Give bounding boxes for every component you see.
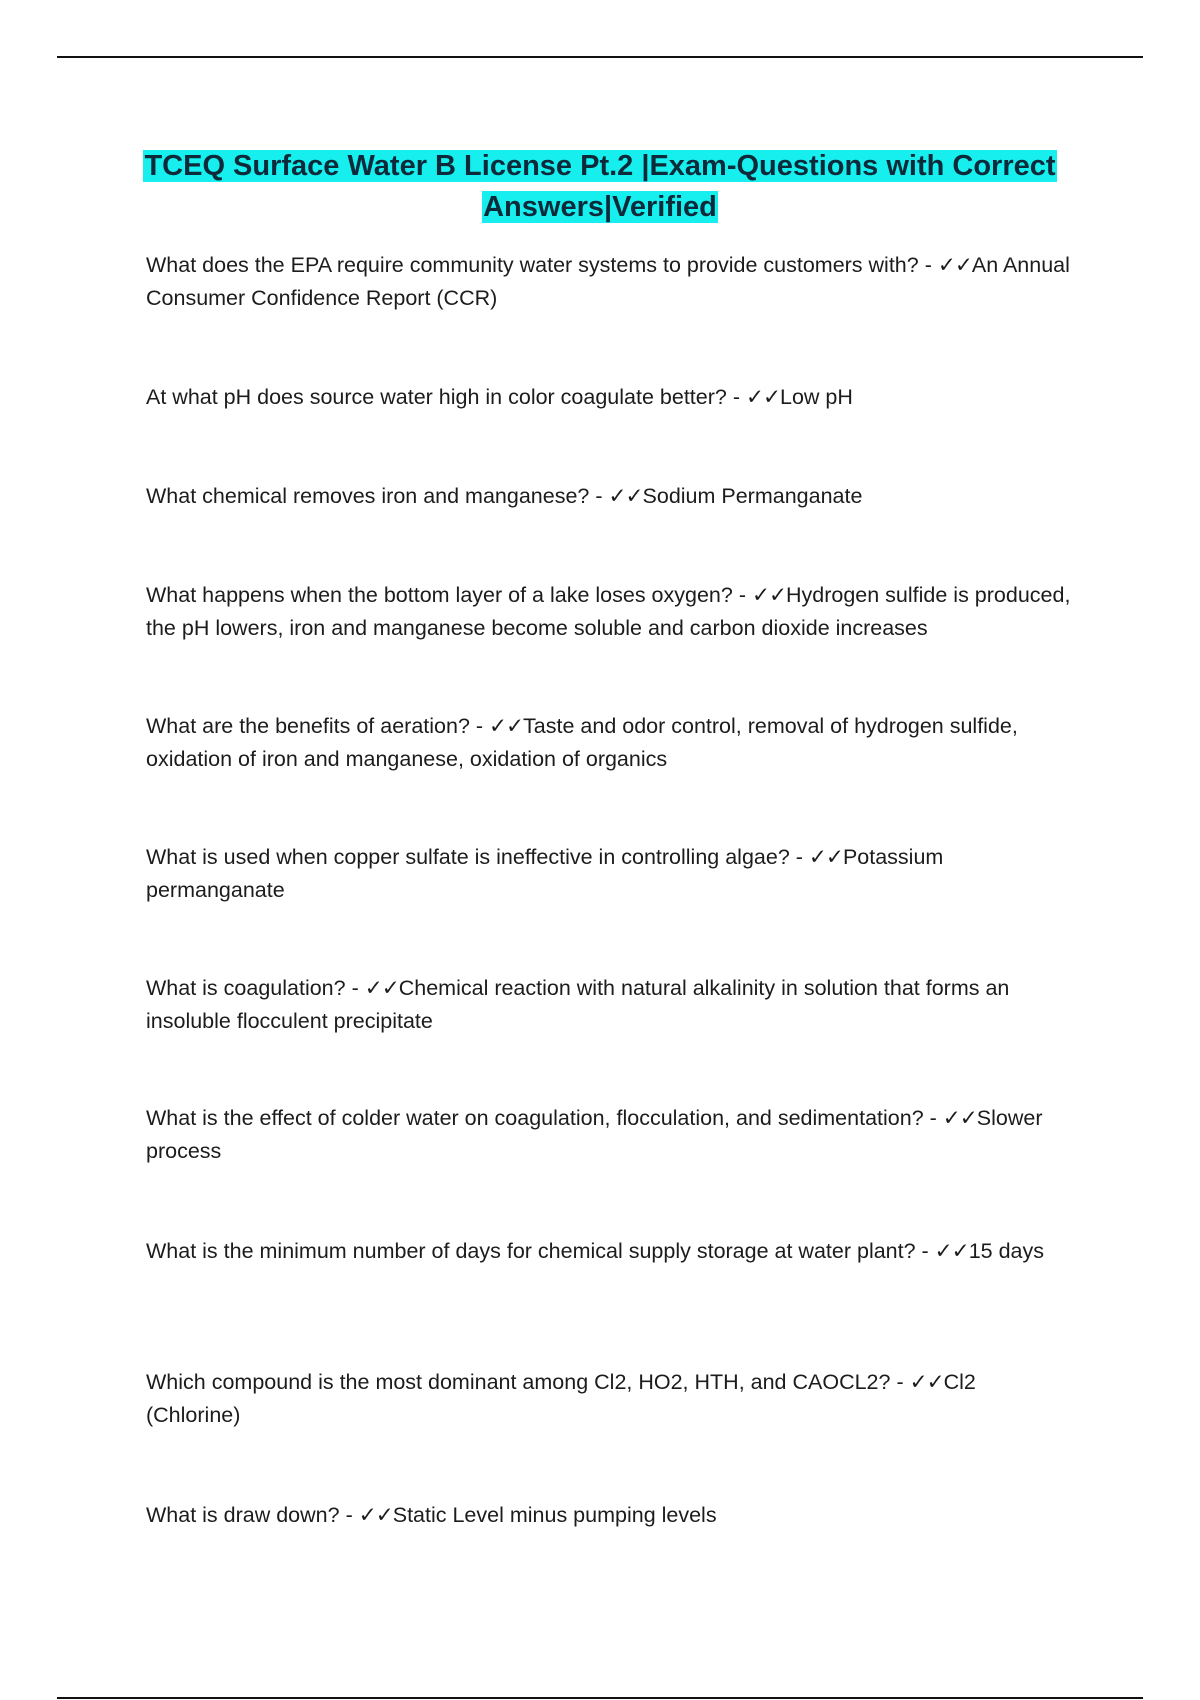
- question-text: What is draw down?: [146, 1503, 340, 1527]
- separator: -: [732, 583, 752, 607]
- separator: -: [345, 976, 365, 1000]
- double-check-icon: ✓✓: [745, 385, 780, 410]
- answer-text: 15 days: [968, 1239, 1045, 1263]
- answer-text: Potassium permanganate: [146, 845, 944, 902]
- answer-text: Low pH: [779, 385, 853, 409]
- bottom-divider: [57, 1697, 1143, 1699]
- title-line-2: Answers|Verified: [483, 191, 717, 223]
- separator: -: [923, 1106, 943, 1130]
- question-text: What is coagulation?: [146, 976, 346, 1000]
- qa-item: [146, 710, 1076, 775]
- question-text: What is used when copper sulfate is ineffective in controlling algae?: [146, 845, 790, 869]
- double-check-icon: ✓✓: [909, 1370, 944, 1395]
- qa-item: [146, 381, 1076, 414]
- double-check-icon: ✓✓: [808, 845, 843, 870]
- question-text: What are the benefits of aeration?: [146, 714, 470, 738]
- question-text: What is the effect of colder water on coagulation, flocculation, and sedimentation?: [146, 1106, 924, 1130]
- question-text: What chemical removes iron and manganese?: [146, 484, 590, 508]
- qa-item: [146, 579, 1076, 644]
- double-check-icon: ✓✓: [934, 1239, 969, 1264]
- answer-text: Hydrogen sulfide is produced, the pH lowers, iron and manganese become soluble and carbon dioxide increases: [146, 583, 1071, 640]
- separator: -: [789, 845, 809, 869]
- title-line-1: TCEQ Surface Water B License Pt.2 |Exam-Questions with Correct: [144, 150, 1056, 182]
- double-check-icon: ✓✓: [942, 1106, 977, 1131]
- answer-text: Chemical reaction with natural alkalinity in solution that forms an insoluble flocculent precipitate: [146, 976, 1010, 1033]
- double-check-icon: ✓✓: [751, 583, 786, 608]
- qa-item: [146, 249, 1076, 314]
- answer-text: Cl2 (Chlorine): [146, 1370, 976, 1427]
- question-text: Which compound is the most dominant among Cl2, HO2, HTH, and CAOCL2?: [146, 1370, 891, 1394]
- answer-text: Taste and odor control, removal of hydrogen sulfide, oxidation of iron and manganese, oxidation of organics: [146, 714, 1018, 771]
- qa-item: [146, 841, 1076, 906]
- qa-item: [146, 1366, 1076, 1431]
- separator: -: [918, 253, 938, 277]
- question-text: At what pH does source water high in color coagulate better?: [146, 385, 727, 409]
- separator: -: [890, 1370, 910, 1394]
- question-text: What is the minimum number of days for chemical supply storage at water plant?: [146, 1239, 916, 1263]
- separator: -: [726, 385, 746, 409]
- separator: -: [469, 714, 490, 738]
- answer-text: Static Level minus pumping levels: [392, 1503, 717, 1527]
- top-divider: [57, 56, 1143, 58]
- answer-text: An Annual Consumer Confidence Report (CCR): [146, 253, 1070, 310]
- double-check-icon: ✓✓: [937, 253, 972, 278]
- qa-item: [146, 972, 1076, 1037]
- separator: -: [589, 484, 609, 508]
- question-text: What happens when the bottom layer of a lake loses oxygen?: [146, 583, 733, 607]
- qa-item: [146, 1235, 1076, 1268]
- answer-text: Slower process: [146, 1106, 1043, 1163]
- double-check-icon: ✓✓: [358, 1503, 393, 1528]
- question-text: What does the EPA require community water systems to provide customers with?: [146, 253, 919, 277]
- double-check-icon: ✓✓: [364, 976, 399, 1001]
- double-check-icon: ✓✓: [489, 714, 524, 739]
- qa-item: [146, 480, 1076, 513]
- qa-item: [146, 1499, 1076, 1532]
- separator: -: [339, 1503, 359, 1527]
- qa-item: [146, 1102, 1076, 1167]
- separator: -: [915, 1239, 935, 1263]
- document-title: [100, 146, 1100, 228]
- answer-text: Sodium Permanganate: [642, 484, 863, 508]
- double-check-icon: ✓✓: [608, 484, 643, 509]
